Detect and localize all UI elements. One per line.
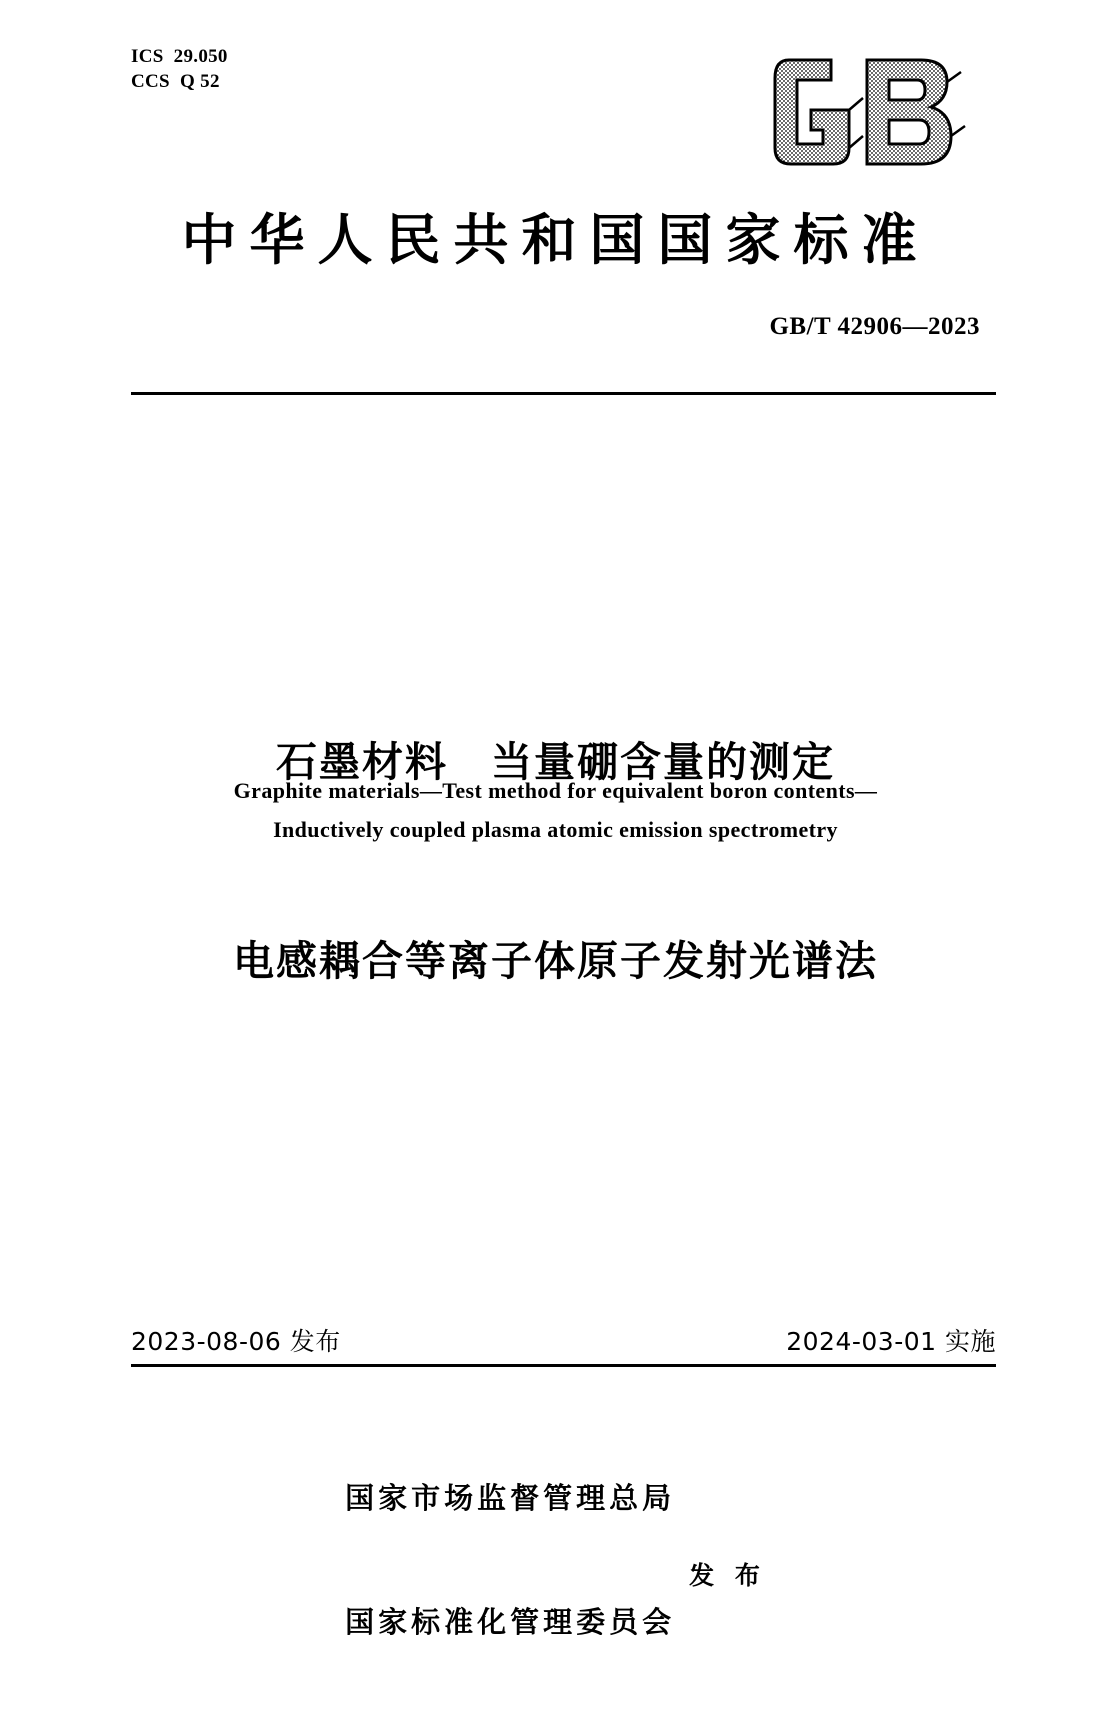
- publisher-verb: 发 布: [689, 1560, 766, 1590]
- title-chinese-line-1: 石墨材料 当量硼含量的测定: [276, 737, 835, 786]
- dates-row: [131, 1322, 996, 1358]
- publisher-organizations: [345, 1396, 675, 1725]
- publisher-block: [0, 1396, 1111, 1725]
- implementation-date: 2024-03-01 实施: [786, 1327, 996, 1356]
- publisher-org-line-2: 国家标准化管理委员会: [345, 1604, 676, 1639]
- ics-code: ICS 29.050: [131, 46, 228, 67]
- issue-date: 2023-08-06 发布: [131, 1327, 341, 1356]
- title-chinese-line-2: 电感耦合等离子体原子发射光谱法: [233, 937, 878, 986]
- standard-number: GB/T 42906—2023: [769, 313, 980, 340]
- ccs-code: CCS Q 52: [131, 71, 220, 93]
- classification-codes: [131, 44, 228, 95]
- title-english: [0, 772, 1111, 849]
- title-english-line-2: Inductively coupled plasma atomic emission spectrometry: [273, 816, 838, 842]
- gb-emblem-icon: [771, 52, 991, 172]
- title-chinese: [0, 596, 1111, 1127]
- national-standard-banner: 中华人民共和国国家标准: [181, 207, 930, 272]
- footer-divider: [131, 1364, 996, 1367]
- header-divider: [131, 392, 996, 395]
- publisher-org-line-1: 国家市场监督管理总局: [345, 1481, 676, 1516]
- title-english-line-1: Graphite materials—Test method for equivalent boron contents—: [233, 778, 878, 803]
